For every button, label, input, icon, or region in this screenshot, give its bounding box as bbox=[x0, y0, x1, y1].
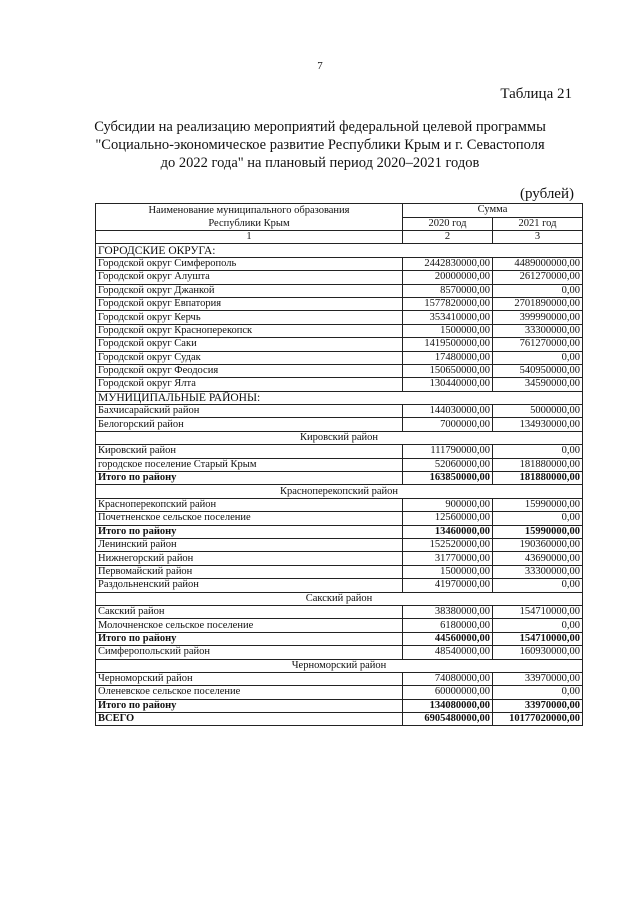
table-row bbox=[96, 672, 583, 685]
amount-2021: 4489000000,00 bbox=[493, 257, 583, 270]
section-heading: МУНИЦИПАЛЬНЫЕ РАЙОНЫ: bbox=[96, 391, 583, 404]
amount-2020: 1419500000,00 bbox=[403, 338, 493, 351]
row-name: Белогорский район bbox=[96, 418, 403, 431]
document-title bbox=[60, 118, 580, 172]
district-heading: Кировский район bbox=[96, 431, 583, 444]
amount-2020: 17480000,00 bbox=[403, 351, 493, 364]
amount-2020: 150650000,00 bbox=[403, 364, 493, 377]
row-name: Городской округ Ялта bbox=[96, 378, 403, 391]
amount-2021: 399990000,00 bbox=[493, 311, 583, 324]
amount-2020: 60000000,00 bbox=[403, 686, 493, 699]
amount-2020: 20000000,00 bbox=[403, 271, 493, 284]
table-row bbox=[96, 271, 583, 284]
table-district-heading-row bbox=[96, 659, 583, 672]
table-row bbox=[96, 257, 583, 270]
column-number: 3 bbox=[493, 231, 583, 244]
amount-2021: 0,00 bbox=[493, 351, 583, 364]
page-number: 7 bbox=[317, 60, 323, 72]
amount-2021: 0,00 bbox=[493, 512, 583, 525]
table-column-numbers-row bbox=[96, 231, 583, 244]
row-name: Оленевское сельское поселение bbox=[96, 686, 403, 699]
row-name: Молочненское сельское поселение bbox=[96, 619, 403, 632]
row-name: Первомайский район bbox=[96, 565, 403, 578]
amount-2020: 152520000,00 bbox=[403, 538, 493, 551]
title-line: "Социально-экономическое развитие Республики Крым и г. Севастополя bbox=[95, 137, 545, 153]
title-line: до 2022 года" на плановый период 2020–2021 годов bbox=[160, 155, 480, 171]
row-name: Бахчисарайский район bbox=[96, 405, 403, 418]
table-row bbox=[96, 605, 583, 618]
table-row bbox=[96, 619, 583, 632]
row-name: Городской округ Евпатория bbox=[96, 297, 403, 310]
table-row bbox=[96, 297, 583, 310]
table-row bbox=[96, 405, 583, 418]
table-district-heading-row bbox=[96, 485, 583, 498]
amount-2020: 74080000,00 bbox=[403, 672, 493, 685]
amount-2021: 0,00 bbox=[493, 686, 583, 699]
amount-2020: 1577820000,00 bbox=[403, 297, 493, 310]
row-name: Городской округ Судак bbox=[96, 351, 403, 364]
amount-2021: 160930000,00 bbox=[493, 646, 583, 659]
amount-2021: 154710000,00 bbox=[493, 632, 583, 645]
amount-2020: 900000,00 bbox=[403, 498, 493, 511]
row-name: Ленинский район bbox=[96, 538, 403, 551]
table-row bbox=[96, 445, 583, 458]
amount-2020: 1500000,00 bbox=[403, 565, 493, 578]
row-name: Городской округ Симферополь bbox=[96, 257, 403, 270]
amount-2021: 154710000,00 bbox=[493, 605, 583, 618]
table-row bbox=[96, 364, 583, 377]
column-number: 2 bbox=[403, 231, 493, 244]
row-name: Городской округ Красноперекопск bbox=[96, 324, 403, 337]
unit-label: (рублей) bbox=[519, 186, 574, 202]
row-name: Городской округ Керчь bbox=[96, 311, 403, 324]
table-row bbox=[96, 686, 583, 699]
table-header-row bbox=[96, 204, 583, 218]
amount-2021: 33970000,00 bbox=[493, 699, 583, 712]
amount-2020: 6180000,00 bbox=[403, 619, 493, 632]
table-total-row bbox=[96, 525, 583, 538]
table-row bbox=[96, 351, 583, 364]
row-name: Раздольненский район bbox=[96, 579, 403, 592]
row-name: Черноморский район bbox=[96, 672, 403, 685]
amount-2021: 0,00 bbox=[493, 284, 583, 297]
header-sum-cell: Сумма bbox=[403, 204, 583, 218]
amount-2021: 0,00 bbox=[493, 579, 583, 592]
row-name: Нижнегорский район bbox=[96, 552, 403, 565]
row-name: Кировский район bbox=[96, 445, 403, 458]
table-row bbox=[96, 552, 583, 565]
table-row bbox=[96, 458, 583, 471]
amount-2020: 144030000,00 bbox=[403, 405, 493, 418]
table-row bbox=[96, 338, 583, 351]
table-row bbox=[96, 565, 583, 578]
table-total-row bbox=[96, 699, 583, 712]
amount-2021: 0,00 bbox=[493, 619, 583, 632]
amount-2021: 10177020000,00 bbox=[493, 713, 583, 726]
row-name: Итого по району bbox=[96, 525, 403, 538]
amount-2020: 1500000,00 bbox=[403, 324, 493, 337]
amount-2020: 38380000,00 bbox=[403, 605, 493, 618]
amount-2021: 15990000,00 bbox=[493, 525, 583, 538]
table-row bbox=[96, 324, 583, 337]
table-row bbox=[96, 512, 583, 525]
table-district-heading-row bbox=[96, 592, 583, 605]
table-total-row bbox=[96, 472, 583, 485]
amount-2020: 13460000,00 bbox=[403, 525, 493, 538]
row-name: ВСЕГО bbox=[96, 713, 403, 726]
amount-2021: 540950000,00 bbox=[493, 364, 583, 377]
amount-2020: 134080000,00 bbox=[403, 699, 493, 712]
amount-2021: 33300000,00 bbox=[493, 324, 583, 337]
table-row bbox=[96, 311, 583, 324]
table-total-row bbox=[96, 713, 583, 726]
amount-2021: 43690000,00 bbox=[493, 552, 583, 565]
row-name: городское поселение Старый Крым bbox=[96, 458, 403, 471]
amount-2020: 12560000,00 bbox=[403, 512, 493, 525]
table-row bbox=[96, 284, 583, 297]
amount-2021: 190360000,00 bbox=[493, 538, 583, 551]
amount-2021: 761270000,00 bbox=[493, 338, 583, 351]
table-row bbox=[96, 498, 583, 511]
table-row bbox=[96, 418, 583, 431]
amount-2021: 2701890000,00 bbox=[493, 297, 583, 310]
amount-2021: 181880000,00 bbox=[493, 472, 583, 485]
amount-2020: 2442830000,00 bbox=[403, 257, 493, 270]
table-section-row bbox=[96, 391, 583, 404]
table-label: Таблица 21 bbox=[500, 86, 572, 102]
row-name: Городской округ Алушта bbox=[96, 271, 403, 284]
amount-2020: 52060000,00 bbox=[403, 458, 493, 471]
amount-2020: 8570000,00 bbox=[403, 284, 493, 297]
row-name: Почетненское сельское поселение bbox=[96, 512, 403, 525]
amount-2020: 31770000,00 bbox=[403, 552, 493, 565]
amount-2020: 44560000,00 bbox=[403, 632, 493, 645]
amount-2020: 163850000,00 bbox=[403, 472, 493, 485]
subsidies-table bbox=[95, 203, 583, 726]
amount-2020: 6905480000,00 bbox=[403, 713, 493, 726]
amount-2021: 33300000,00 bbox=[493, 565, 583, 578]
section-heading: ГОРОДСКИЕ ОКРУГА: bbox=[96, 244, 583, 257]
row-name: Итого по району bbox=[96, 699, 403, 712]
header-name-cell bbox=[96, 204, 403, 231]
row-name: Симферопольский район bbox=[96, 646, 403, 659]
table-row bbox=[96, 378, 583, 391]
table-row bbox=[96, 538, 583, 551]
row-name: Итого по району bbox=[96, 632, 403, 645]
amount-2021: 261270000,00 bbox=[493, 271, 583, 284]
table-section-row bbox=[96, 244, 583, 257]
table-row bbox=[96, 579, 583, 592]
table-total-row bbox=[96, 632, 583, 645]
amount-2021: 0,00 bbox=[493, 445, 583, 458]
row-name: Сакский район bbox=[96, 605, 403, 618]
row-name: Городской округ Феодосия bbox=[96, 364, 403, 377]
amount-2021: 134930000,00 bbox=[493, 418, 583, 431]
district-heading: Черноморский район bbox=[96, 659, 583, 672]
amount-2021: 15990000,00 bbox=[493, 498, 583, 511]
header-year-2021: 2021 год bbox=[493, 217, 583, 231]
amount-2020: 48540000,00 bbox=[403, 646, 493, 659]
amount-2021: 5000000,00 bbox=[493, 405, 583, 418]
amount-2021: 33970000,00 bbox=[493, 672, 583, 685]
table-body bbox=[96, 244, 583, 726]
table-district-heading-row bbox=[96, 431, 583, 444]
district-heading: Сакский район bbox=[96, 592, 583, 605]
amount-2020: 111790000,00 bbox=[403, 445, 493, 458]
row-name: Городской округ Саки bbox=[96, 338, 403, 351]
header-name-line: Республики Крым bbox=[208, 218, 290, 229]
title-line: Субсидии на реализацию мероприятий федеральной целевой программы bbox=[94, 119, 546, 135]
column-number: 1 bbox=[96, 231, 403, 244]
amount-2021: 34590000,00 bbox=[493, 378, 583, 391]
table-row bbox=[96, 646, 583, 659]
header-name-line: Наименование муниципального образования bbox=[148, 205, 350, 216]
row-name: Красноперекопский район bbox=[96, 498, 403, 511]
district-heading: Красноперекопский район bbox=[96, 485, 583, 498]
row-name: Городской округ Джанкой bbox=[96, 284, 403, 297]
header-year-2020: 2020 год bbox=[403, 217, 493, 231]
amount-2020: 7000000,00 bbox=[403, 418, 493, 431]
amount-2021: 181880000,00 bbox=[493, 458, 583, 471]
row-name: Итого по району bbox=[96, 472, 403, 485]
amount-2020: 41970000,00 bbox=[403, 579, 493, 592]
amount-2020: 353410000,00 bbox=[403, 311, 493, 324]
amount-2020: 130440000,00 bbox=[403, 378, 493, 391]
